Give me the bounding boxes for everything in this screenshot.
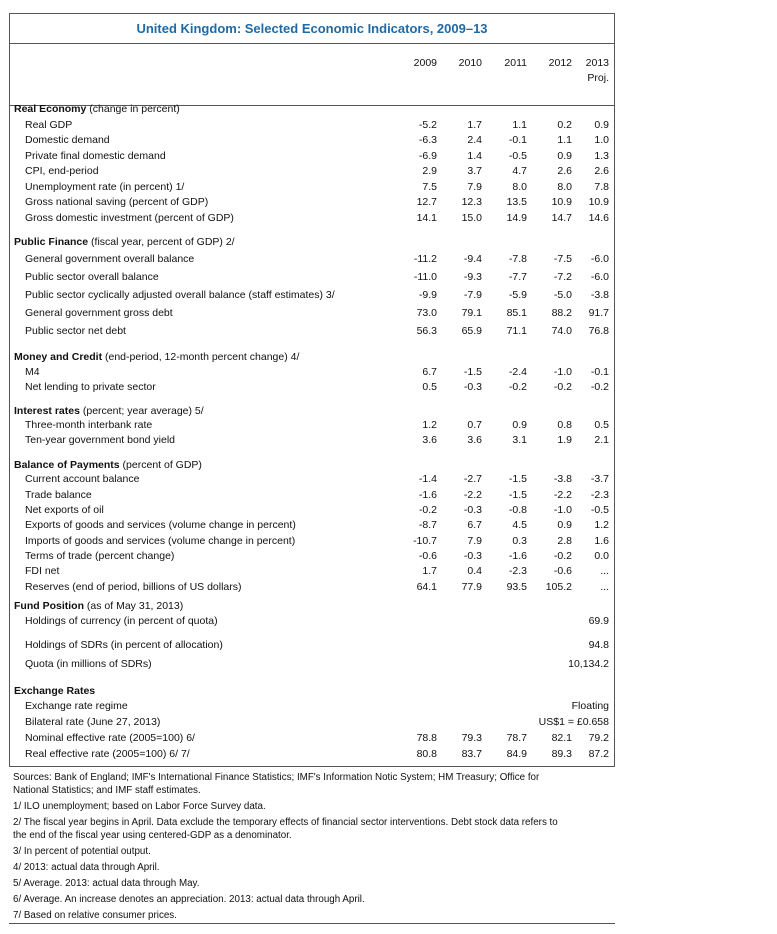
cell-value: -7.5 <box>553 253 572 265</box>
section-title: Exchange Rates <box>14 685 96 697</box>
footnote-line: the end of the fiscal year using centered-GDP as a denominator. <box>13 830 292 841</box>
cell-value: -3.8 <box>553 473 572 485</box>
cell-value: 2.8 <box>557 535 572 547</box>
cell-value: -1.6 <box>418 489 437 501</box>
row-label: M4 <box>25 366 40 378</box>
cell-value: 13.5 <box>506 196 527 208</box>
cell-value: -11.0 <box>413 271 437 283</box>
row-label: Three-month interbank rate <box>25 419 153 431</box>
table-row <box>10 380 614 395</box>
row-label: Net exports of oil <box>25 504 104 516</box>
cell-value: 1.1 <box>557 134 572 146</box>
section-header <box>10 404 614 419</box>
cell-value: 1.3 <box>594 150 609 162</box>
cell-value: -0.5 <box>590 504 609 516</box>
cell-value: -6.9 <box>418 150 437 162</box>
cell-value: 12.3 <box>461 196 482 208</box>
row-label: Holdings of SDRs (in percent of allocation) <box>25 639 223 651</box>
cell-value: 6.7 <box>422 366 437 378</box>
cell-value: 84.9 <box>506 748 527 760</box>
row-label: Nominal effective rate (2005=100) 6/ <box>25 732 195 744</box>
row-label: Real GDP <box>25 119 73 131</box>
cell-value: 71.1 <box>506 325 527 337</box>
cell-value: 0.3 <box>512 535 527 547</box>
cell-value: 4.5 <box>512 519 527 531</box>
table-title: United Kingdom: Selected Economic Indicators, 2009–13 <box>10 14 614 44</box>
cell-value: 14.1 <box>416 212 437 224</box>
cell-value: 1.1 <box>512 119 527 131</box>
cell-value: 7.5 <box>422 181 437 193</box>
table-row <box>10 564 614 579</box>
table-row <box>10 133 614 148</box>
cell-value: 0.9 <box>594 119 609 131</box>
table-row <box>10 699 614 714</box>
cell-value: -11.2 <box>413 253 437 265</box>
footnote-line: 5/ Average. 2013: actual data through May. <box>13 878 200 889</box>
cell-value: Floating <box>571 700 609 712</box>
cell-value: 69.9 <box>588 615 609 627</box>
row-label: Gross domestic investment (percent of GDP) <box>25 212 234 224</box>
table-row <box>10 195 614 210</box>
cell-value: -2.2 <box>463 489 482 501</box>
cell-value: -0.2 <box>508 381 527 393</box>
cell-value: 1.7 <box>422 565 437 577</box>
cell-value: -6.0 <box>590 271 609 283</box>
cell-value: -7.8 <box>508 253 527 265</box>
row-label: Domestic demand <box>25 134 110 146</box>
cell-value: 0.2 <box>557 119 572 131</box>
cell-value: -0.3 <box>463 381 482 393</box>
cell-value: -3.7 <box>590 473 609 485</box>
cell-value: US$1 = £0.658 <box>538 716 609 728</box>
cell-value: 79.3 <box>461 732 482 744</box>
row-label: Reserves (end of period, billions of US dollars) <box>25 581 242 593</box>
table-row <box>10 211 614 226</box>
cell-value: 0.9 <box>557 150 572 162</box>
row-label: Ten-year government bond yield <box>25 434 176 446</box>
cell-value: -8.7 <box>418 519 437 531</box>
row-label: Private final domestic demand <box>25 150 166 162</box>
cell-value: 0.5 <box>422 381 437 393</box>
cell-value: -1.5 <box>508 473 527 485</box>
section-header <box>10 458 614 473</box>
cell-value: 1.2 <box>594 519 609 531</box>
cell-value: -6.3 <box>418 134 437 146</box>
table-row <box>10 433 614 448</box>
cell-value: -5.2 <box>418 119 437 131</box>
cell-value: -0.6 <box>553 565 572 577</box>
cell-value: -1.4 <box>418 473 437 485</box>
row-label: Trade balance <box>25 489 92 501</box>
cell-value: -7.7 <box>508 271 527 283</box>
section-title: Fund Position (as of May 31, 2013) <box>14 600 184 612</box>
footnote-line: 6/ Average. An increase denotes an appreciation. 2013: actual data through April. <box>13 894 365 905</box>
table-row <box>10 306 614 321</box>
footnote-line: 2/ The fiscal year begins in April. Data exclude the temporary effects of financial sector interventions. Debt stock data refers to <box>13 817 558 828</box>
cell-value: -0.2 <box>553 550 572 562</box>
cell-value: -9.9 <box>418 289 437 301</box>
cell-value: -0.3 <box>463 550 482 562</box>
cell-value: 56.3 <box>416 325 437 337</box>
table-row <box>10 518 614 533</box>
cell-value: -10.7 <box>413 535 437 547</box>
cell-value: -2.3 <box>508 565 527 577</box>
cell-value: -2.2 <box>553 489 572 501</box>
notes-bottom-rule <box>9 923 615 924</box>
table-row <box>10 270 614 285</box>
row-label: Exports of goods and services (volume change in percent) <box>25 519 296 531</box>
cell-value: 78.8 <box>416 732 437 744</box>
table-row <box>10 118 614 133</box>
row-label: Real effective rate (2005=100) 6/ 7/ <box>25 748 190 760</box>
row-label: Imports of goods and services (volume change in percent) <box>25 535 296 547</box>
cell-value: 2.6 <box>594 165 609 177</box>
cell-value: 1.7 <box>467 119 482 131</box>
cell-value: 83.7 <box>461 748 482 760</box>
cell-value: -1.0 <box>553 504 572 516</box>
table-row <box>10 252 614 267</box>
cell-value: 15.0 <box>461 212 482 224</box>
section-header <box>10 235 614 250</box>
table-row <box>10 488 614 503</box>
footnote-line: 4/ 2013: actual data through April. <box>13 862 160 873</box>
cell-value: 73.0 <box>416 307 437 319</box>
cell-value: 76.8 <box>588 325 609 337</box>
row-label: General government overall balance <box>25 253 195 265</box>
cell-value: 1.0 <box>594 134 609 146</box>
table-row <box>10 731 614 746</box>
section-title: Public Finance (fiscal year, percent of GDP) 2/ <box>14 236 235 248</box>
cell-value: 105.2 <box>545 581 572 593</box>
cell-value: 0.9 <box>557 519 572 531</box>
cell-value: -1.5 <box>508 489 527 501</box>
cell-value: 80.8 <box>416 748 437 760</box>
cell-value: 0.7 <box>467 419 482 431</box>
cell-value: 85.1 <box>506 307 527 319</box>
row-label: Public sector cyclically adjusted overall balance (staff estimates) 3/ <box>25 289 335 301</box>
table-row <box>10 549 614 564</box>
table-row <box>10 472 614 487</box>
year-2013: 2013 <box>585 57 609 69</box>
cell-value: 87.2 <box>588 748 609 760</box>
row-label: Public sector net debt <box>25 325 126 337</box>
table-row <box>10 149 614 164</box>
table-row <box>10 288 614 303</box>
year-2012: 2012 <box>548 57 572 69</box>
cell-value: 0.4 <box>467 565 482 577</box>
cell-value: 79.1 <box>461 307 482 319</box>
row-label: General government gross debt <box>25 307 173 319</box>
cell-value: 0.0 <box>594 550 609 562</box>
cell-value: -1.5 <box>463 366 482 378</box>
cell-value: 0.8 <box>557 419 572 431</box>
cell-value: -7.9 <box>463 289 482 301</box>
section-header <box>10 350 614 365</box>
table-row <box>10 324 614 339</box>
cell-value: -0.1 <box>590 366 609 378</box>
row-label: Exchange rate regime <box>25 700 128 712</box>
row-label: Public sector overall balance <box>25 271 159 283</box>
row-label: Holdings of currency (in percent of quota) <box>25 615 218 627</box>
cell-value: 1.6 <box>594 535 609 547</box>
cell-value: 65.9 <box>461 325 482 337</box>
cell-value: 94.8 <box>588 639 609 651</box>
footnote-line: Sources: Bank of England; IMF's International Finance Statistics; IMF's Information Notic System; HM Treasury; Office for <box>13 772 540 783</box>
cell-value: 0.9 <box>512 419 527 431</box>
cell-value: 93.5 <box>506 581 527 593</box>
cell-value: 0.5 <box>594 419 609 431</box>
table-row <box>10 657 614 672</box>
cell-value: 7.8 <box>594 181 609 193</box>
cell-value: -2.4 <box>508 366 527 378</box>
cell-value: -0.2 <box>553 381 572 393</box>
section-header <box>10 599 614 614</box>
table-row <box>10 365 614 380</box>
table-row <box>10 715 614 730</box>
cell-value: -5.9 <box>508 289 527 301</box>
cell-value: 12.7 <box>416 196 437 208</box>
cell-value: 14.7 <box>551 212 572 224</box>
section-title: Real Economy (change in percent) <box>14 103 180 115</box>
cell-value: 3.7 <box>467 165 482 177</box>
year-2011: 2011 <box>504 57 527 69</box>
cell-value: 1.4 <box>467 150 482 162</box>
cell-value: 10.9 <box>551 196 572 208</box>
cell-value: -9.4 <box>463 253 482 265</box>
table-row <box>10 747 614 762</box>
cell-value: 1.9 <box>557 434 572 446</box>
cell-value: -2.3 <box>590 489 609 501</box>
footnote-line: 7/ Based on relative consumer prices. <box>13 910 177 921</box>
cell-value: 2.9 <box>422 165 437 177</box>
year-header <box>10 44 614 106</box>
footnote-line: 3/ In percent of potential output. <box>13 846 151 857</box>
cell-value: -2.7 <box>463 473 482 485</box>
cell-value: 10.9 <box>588 196 609 208</box>
row-label: Terms of trade (percent change) <box>25 550 175 562</box>
cell-value: -0.3 <box>463 504 482 516</box>
table-row <box>10 503 614 518</box>
cell-value: -0.5 <box>508 150 527 162</box>
footnote-line: National Statistics; and IMF staff estimates. <box>13 785 201 796</box>
cell-value: -0.6 <box>418 550 437 562</box>
cell-value: 6.7 <box>467 519 482 531</box>
section-title: Interest rates (percent; year average) 5/ <box>14 405 204 417</box>
cell-value: -0.1 <box>508 134 527 146</box>
proj-label: Proj. <box>587 72 609 84</box>
cell-value: -1.0 <box>553 366 572 378</box>
row-label: Net lending to private sector <box>25 381 156 393</box>
footnote-line: 1/ ILO unemployment; based on Labor Force Survey data. <box>13 801 266 812</box>
cell-value: -1.6 <box>508 550 527 562</box>
row-label: Gross national saving (percent of GDP) <box>25 196 209 208</box>
cell-value: 3.1 <box>512 434 527 446</box>
cell-value: -7.2 <box>553 271 572 283</box>
year-2009: 2009 <box>413 57 437 69</box>
cell-value: 7.9 <box>467 535 482 547</box>
section-title: Money and Credit (end-period, 12-month percent change) 4/ <box>14 351 300 363</box>
cell-value: -0.8 <box>508 504 527 516</box>
cell-value: 3.6 <box>467 434 482 446</box>
row-label: CPI, end-period <box>25 165 99 177</box>
cell-value: 74.0 <box>551 325 572 337</box>
cell-value: 8.0 <box>557 181 572 193</box>
cell-value: -5.0 <box>553 289 572 301</box>
table-row <box>10 180 614 195</box>
cell-value: 2.6 <box>557 165 572 177</box>
table-row <box>10 580 614 595</box>
indicators-table <box>9 13 615 767</box>
table-row <box>10 418 614 433</box>
cell-value: -0.2 <box>418 504 437 516</box>
cell-value: 1.2 <box>422 419 437 431</box>
cell-value: 82.1 <box>551 732 572 744</box>
cell-value: -3.8 <box>590 289 609 301</box>
cell-value: 14.9 <box>506 212 527 224</box>
cell-value: 91.7 <box>588 307 609 319</box>
table-row <box>10 638 614 653</box>
table-row <box>10 614 614 629</box>
cell-value: 88.2 <box>551 307 572 319</box>
section-header <box>10 684 614 699</box>
cell-value: 2.1 <box>594 434 609 446</box>
cell-value: 64.1 <box>416 581 437 593</box>
cell-value: 8.0 <box>512 181 527 193</box>
row-label: Unemployment rate (in percent) 1/ <box>25 181 185 193</box>
cell-value: -6.0 <box>590 253 609 265</box>
cell-value: 77.9 <box>461 581 482 593</box>
cell-value: 3.6 <box>422 434 437 446</box>
table-row <box>10 534 614 549</box>
section-title: Balance of Payments (percent of GDP) <box>14 459 202 471</box>
cell-value: ... <box>600 565 609 577</box>
row-label: FDI net <box>25 565 60 577</box>
cell-value: 7.9 <box>467 181 482 193</box>
cell-value: ... <box>600 581 609 593</box>
cell-value: 89.3 <box>551 748 572 760</box>
row-label: Current account balance <box>25 473 140 485</box>
year-2010: 2010 <box>458 57 482 69</box>
cell-value: 14.6 <box>588 212 609 224</box>
cell-value: -9.3 <box>463 271 482 283</box>
cell-value: 2.4 <box>467 134 482 146</box>
row-label: Bilateral rate (June 27, 2013) <box>25 716 161 728</box>
section-header <box>10 102 614 117</box>
cell-value: -0.2 <box>590 381 609 393</box>
cell-value: 78.7 <box>506 732 527 744</box>
row-label: Quota (in millions of SDRs) <box>25 658 152 670</box>
cell-value: 10,134.2 <box>568 658 609 670</box>
cell-value: 79.2 <box>588 732 609 744</box>
cell-value: 4.7 <box>512 165 527 177</box>
table-row <box>10 164 614 179</box>
